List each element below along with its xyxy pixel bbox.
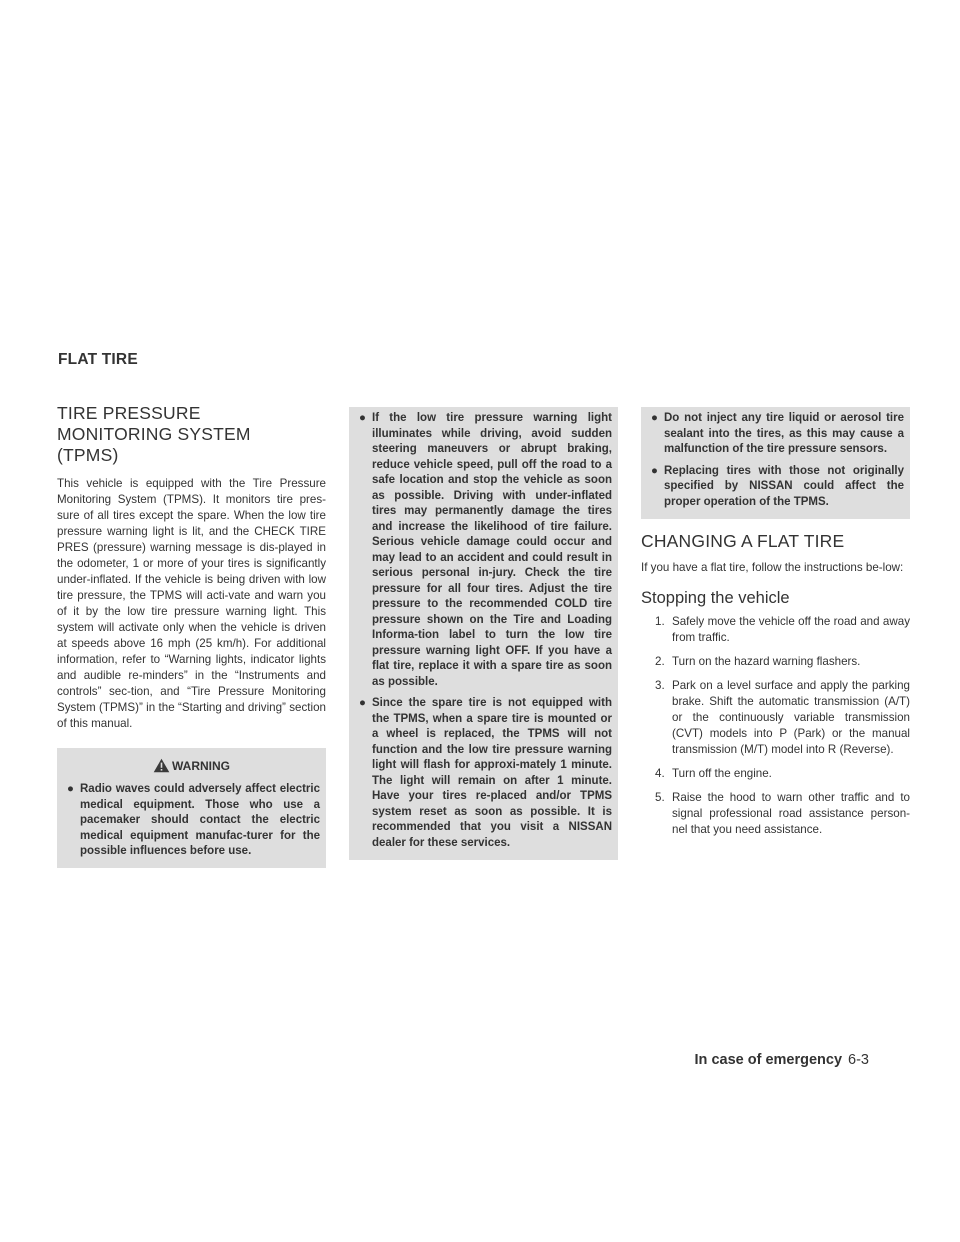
caution-bullet-text: If the low tire pressure warning light illuminates while driving, avoid sudden steering maneuvers or abrupt braking, reduce vehicle speed, pull off the road to a safe location and stop the vehicle as soon as possible. Driving with under-inflated tires may permanently damage the tires and increase the likelihood of tire failure. Serious vehicle damage could occur and may lead to an accident and could result in serious personal in-jury. Check the tire pressure for all four tires. Adjust the tire pressure to the recommended COLD tire pressure shown on the Tire and Loading Informa-tion label to turn the low tire pressure warning light OFF. If you have a flat tire, replace it with a spare tire as soon as possible. (372, 412, 612, 688)
step-text: Raise the hood to warn other traffic and to signal professional road assistance person-nel that you need assistance. (672, 791, 910, 836)
column-middle (349, 407, 618, 860)
changing-heading: CHANGING A FLAT TIRE (641, 531, 845, 551)
caution-box-middle (349, 407, 618, 860)
caution-bullet-text: Replacing tires with those not originally specified by NISSAN could affect the proper operation of the TPMS. (664, 464, 904, 508)
bullet-dot: ● (651, 412, 658, 424)
warning-title (63, 758, 320, 774)
caution-bullet (647, 464, 904, 511)
bullet-dot: ● (651, 464, 658, 477)
column-right (641, 407, 910, 846)
changing-intro: If you have a flat tire, follow the instructions be-low: (641, 561, 904, 574)
caution-bullet-text: Do not inject any tire liquid or aerosol tire sealant into the tires, as this may cause a malfunction of the tire pressure sensors. (664, 412, 904, 455)
step-text: Safely move the vehicle off the road and away from traffic. (672, 615, 910, 644)
list-item (641, 790, 910, 838)
caution-bullet (647, 411, 904, 458)
list-item (641, 614, 910, 646)
caution-box-right (641, 407, 910, 519)
list-item (641, 766, 910, 782)
step-number: 1. (655, 615, 665, 628)
bullet-dot: ● (67, 783, 74, 795)
caution-bullet-text: Since the spare tire is not equipped with the TPMS, when a spare tire is mounted or a wheel is replaced, the TPMS will not function and the low tire pressure warning light will flash for approxi-mately 1 minute. The light will remain on after 1 minute. Have your tires re-placed and/or TPMS system reset as soon as possible. It is recommended that you visit a NISSAN dealer for these services. (372, 697, 612, 849)
footer-chapter: In case of emergency (694, 1052, 843, 1068)
bullet-dot: ● (359, 412, 366, 424)
caution-bullet (355, 411, 612, 690)
bullet-dot: ● (359, 697, 366, 709)
steps-list (641, 614, 910, 838)
list-item (641, 678, 910, 758)
step-number: 3. (655, 679, 665, 692)
section-title: FLAT TIRE (58, 351, 138, 368)
list-item (641, 654, 910, 670)
page-footer (695, 1052, 869, 1068)
tpms-heading: TIRE PRESSURE MONITORING SYSTEM (TPMS) (57, 403, 251, 465)
warning-bullet-text: Radio waves could adversely affect electric medical equipment. Those who use a pacemaker should contact the electric medical equipment manufac-turer for the possible influences before use. (80, 783, 320, 857)
page-number: 6-3 (848, 1052, 869, 1068)
warning-box (57, 748, 326, 868)
warning-bullet (63, 782, 320, 860)
step-number: 2. (655, 655, 665, 668)
step-number: 4. (655, 767, 665, 780)
caution-bullet (355, 696, 612, 851)
stopping-subheading: Stopping the vehicle (641, 589, 790, 607)
step-number: 5. (655, 791, 665, 804)
step-text: Turn off the engine. (672, 767, 772, 780)
warning-title-text: WARNING (172, 759, 230, 773)
step-text: Turn on the hazard warning flashers. (672, 655, 861, 668)
column-left (57, 403, 326, 868)
step-text: Park on a level surface and apply the parking brake. Shift the automatic transmission (A/T) or the continuously variable transmission (CVT) models into P (Park) or the manual transmission (M/T) model into R (Reverse). (672, 679, 910, 756)
tpms-intro: This vehicle is equipped with the Tire Pressure Monitoring System (TPMS). It monitors tire pres-sure of all tires except the spare. When the low tire pressure warning light is lit, and the CHECK TIRE PRES (pressure) warning message is dis-played in the odometer, 1 or more of your tires is significantly under-inflated. If the vehicle is being driven with low tire pressure, the TPMS will acti-vate and warn you of it by the low tire pressure warning light. This system will activate only when the vehicle is driven at speeds above 16 mph (25 km/h). For additional information, refer to “Warning lights, indicator lights and audible re-minders” in the “Instruments and controls” sec-tion, and “Tire Pressure Monitoring System (TPMS)” in the “Starting and driving” section of this manual. (57, 477, 326, 730)
warning-triangle-icon (153, 758, 170, 773)
